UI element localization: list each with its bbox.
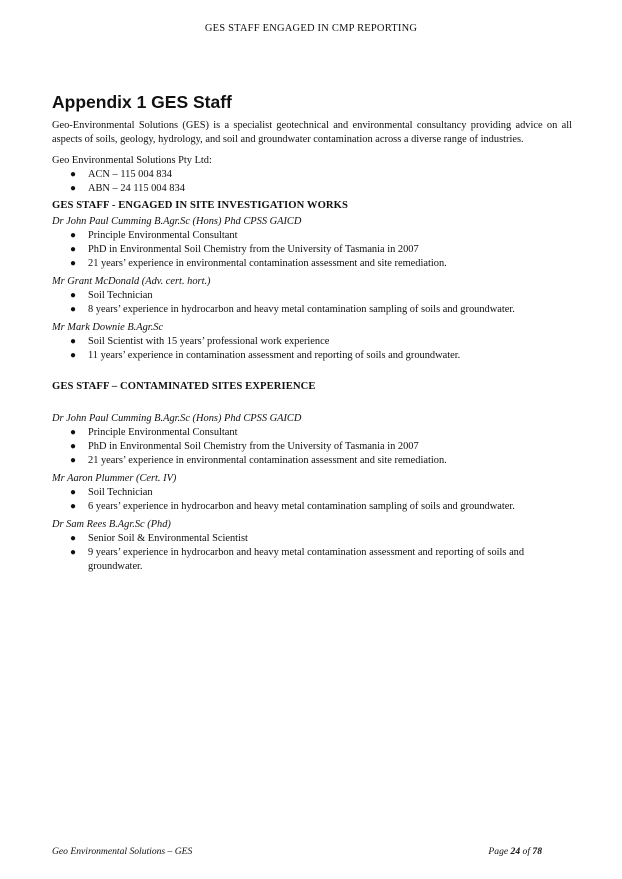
staff-entry [52, 472, 572, 514]
list-item: ● 9 years’ experience in hydrocarbon and heavy metal contamination assessment and reporting of soils and groundwater. [70, 546, 525, 572]
list-item: ● ACN – 115 004 834 [70, 168, 172, 180]
staff-entry [52, 321, 572, 363]
staff-entry [52, 412, 572, 468]
bullet-icon: ● [70, 243, 77, 255]
staff-name: Dr John Paul Cumming B.Agr.Sc (Hons) Phd CPSS GAICD [52, 412, 302, 424]
bullet-icon: ● [70, 440, 77, 452]
list-item: ● 21 years’ experience in environmental contamination assessment and site remediation. [70, 257, 447, 269]
list-item: ● PhD in Environmental Soil Chemistry from the University of Tasmania in 2007 [70, 243, 419, 255]
list-item: ● Principle Environmental Consultant [70, 426, 238, 438]
bullet-icon: ● [70, 289, 77, 301]
bullet-icon: ● [70, 426, 77, 438]
company-name: Geo Environmental Solutions Pty Ltd: [52, 155, 212, 167]
staff-points [52, 426, 572, 468]
list-item: ● Soil Scientist with 15 years’ professional work experience [70, 335, 330, 347]
content-area [52, 92, 572, 574]
bullet-icon: ● [70, 349, 77, 361]
list-item: ● 21 years’ experience in environmental contamination assessment and site remediation. [70, 454, 447, 466]
staff-name: Dr John Paul Cumming B.Agr.Sc (Hons) Phd CPSS GAICD [52, 215, 302, 227]
footer-company: Geo Environmental Solutions – GES [52, 846, 193, 857]
staff-points [52, 335, 572, 363]
staff-name: Mr Grant McDonald (Adv. cert. hort.) [52, 275, 211, 287]
company-id-list [52, 168, 572, 196]
footer-page-number: Page 24 of 78 [488, 846, 542, 857]
staff-name: Dr Sam Rees B.Agr.Sc (Phd) [52, 518, 171, 530]
list-item: ● Senior Soil & Environmental Scientist [70, 532, 248, 544]
list-item: ● Principle Environmental Consultant [70, 229, 238, 241]
running-header: GES STAFF ENGAGED IN CMP REPORTING [204, 23, 418, 34]
staff-entry [52, 518, 572, 574]
bullet-icon: ● [70, 532, 77, 544]
bullet-icon: ● [70, 168, 77, 180]
total-pages: 78 [532, 846, 542, 857]
staff-points [52, 532, 572, 574]
bullet-icon: ● [70, 486, 77, 498]
bullet-icon: ● [70, 257, 77, 269]
staff-name: Mr Mark Downie B.Agr.Sc [52, 321, 164, 333]
bullet-icon: ● [70, 335, 77, 347]
list-item: ● 11 years’ experience in contamination assessment and reporting of soils and groundwater. [70, 349, 461, 361]
bullet-icon: ● [70, 229, 77, 241]
staff-points [52, 229, 572, 271]
staff-points [52, 289, 572, 317]
current-page: 24 [510, 846, 521, 857]
bullet-icon: ● [70, 303, 77, 315]
list-item: ● PhD in Environmental Soil Chemistry from the University of Tasmania in 2007 [70, 440, 419, 452]
staff-points [52, 486, 572, 514]
staff-name: Mr Aaron Plummer (Cert. IV) [52, 472, 177, 484]
spacer [52, 392, 572, 408]
spacer [52, 363, 572, 377]
staff-entry [52, 215, 572, 271]
list-item: ● Soil Technician [70, 289, 153, 301]
intro-paragraph: Geo-Environmental Solutions (GES) is a specialist geotechnical and environmental consultancy providing advice on all aspects of soils, geology, hydrology, and soil and groundwater contamination across a diverse range of industries. [52, 120, 572, 145]
bullet-icon: ● [70, 546, 77, 558]
section-heading-site-investigation: GES STAFF - ENGAGED IN SITE INVESTIGATION WORKS [52, 199, 348, 211]
list-item: ● 8 years’ experience in hydrocarbon and heavy metal contamination sampling of soils and groundwater. [70, 303, 515, 315]
list-item: ● 6 years’ experience in hydrocarbon and heavy metal contamination sampling of soils and groundwater. [70, 500, 515, 512]
bullet-icon: ● [70, 454, 77, 466]
list-item: ● Soil Technician [70, 486, 153, 498]
bullet-icon: ● [70, 500, 77, 512]
section-heading-contaminated-sites: GES STAFF – CONTAMINATED SITES EXPERIENCE [52, 380, 316, 392]
bullet-icon: ● [70, 182, 77, 194]
staff-entry [52, 275, 572, 317]
list-item: ● ABN – 24 115 004 834 [70, 182, 185, 194]
appendix-title: Appendix 1 GES Staff [52, 92, 232, 112]
